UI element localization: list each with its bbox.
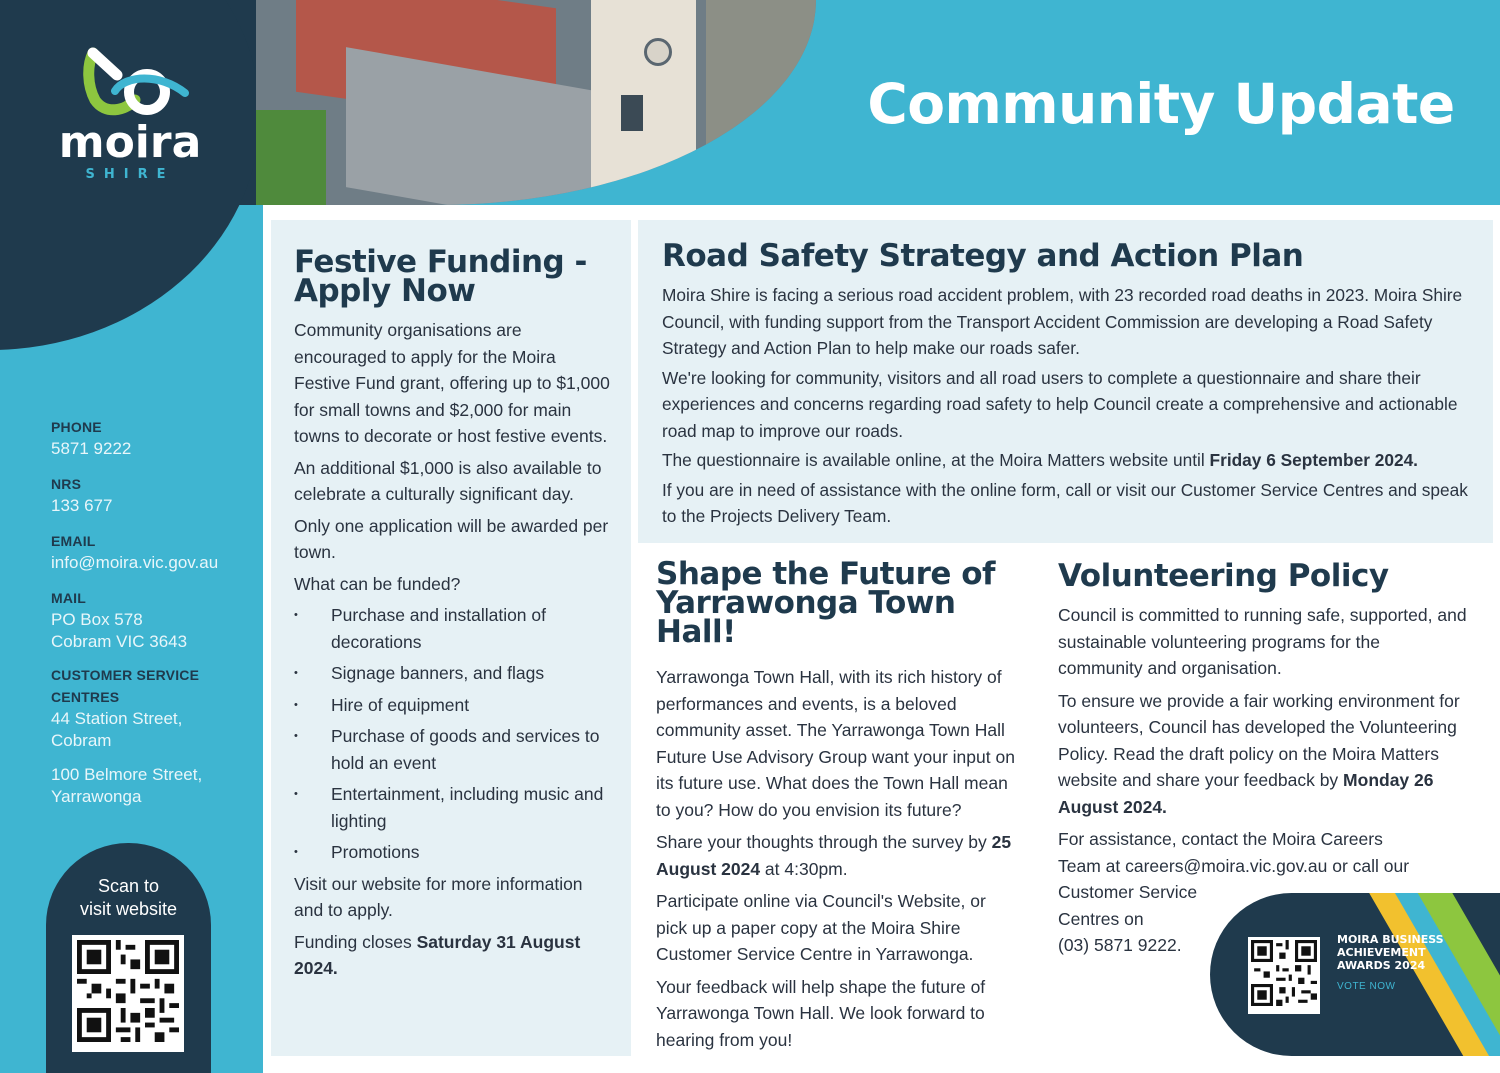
vote-now-link[interactable]: VOTE NOW xyxy=(1337,981,1396,992)
contact-phone xyxy=(51,416,131,460)
photo-clock-tower xyxy=(591,0,696,205)
logo-subtitle: SHIRE xyxy=(85,167,175,182)
mail-line-1: PO Box 578 xyxy=(51,610,143,629)
volunteering-p2-date: Monday 26 August 2024. xyxy=(1058,770,1434,817)
town-hall-p2-time: at 4:30pm. xyxy=(760,858,848,879)
scan-card xyxy=(46,843,211,1073)
list-item: • Purchase and installation of decorations xyxy=(294,602,612,655)
festive-closing-date: Saturday 31 August 2024. xyxy=(294,931,581,978)
contact-nrs xyxy=(51,473,112,517)
phone-value[interactable]: 5871 9222 xyxy=(51,439,132,458)
csc-label-1: CUSTOMER SERVICE xyxy=(51,667,200,683)
business-awards-card[interactable] xyxy=(1210,893,1500,1056)
town-hall-p2 xyxy=(656,829,1021,882)
festive-title xyxy=(294,244,587,309)
list-item: • Hire of equipment xyxy=(294,692,612,719)
email-value[interactable]: info@moira.vic.gov.au xyxy=(51,553,219,572)
volunteering-p2 xyxy=(1058,688,1468,821)
nrs-value[interactable]: 133 677 xyxy=(51,496,113,515)
road-p1: Moira Shire is facing a serious road accident problem, with 23 recorded road deaths in 2023. Moira Shire Council, with funding support from the Transport Accident Commission are developing a Road Safety Strategy and Action Plan to help make our roads safer. xyxy=(662,285,1463,358)
volunteering-p3-line-3: Customer Service xyxy=(1058,882,1198,902)
award-line-3: AWARDS 2024 xyxy=(1337,959,1426,972)
road-p3 xyxy=(662,447,1477,474)
logo-word: moira xyxy=(58,117,202,168)
qr-icon xyxy=(77,940,179,1042)
road-safety-panel xyxy=(638,220,1493,543)
festive-title-line-1: Festive Funding - xyxy=(294,244,587,280)
award-line-1: MOIRA BUSINESS xyxy=(1337,933,1444,946)
mail-line-2: Cobram VIC 3643 xyxy=(51,632,188,651)
qr-icon xyxy=(1251,940,1317,1006)
list-item: • Purchase of goods and services to hold an event xyxy=(294,723,612,776)
header xyxy=(256,0,1500,205)
email-label: EMAIL xyxy=(51,533,96,549)
volunteering-title: Volunteering Policy xyxy=(1058,558,1389,594)
road-p4: If you are in need of assistance with the online form, call or visit our Customer Service Centres and speak to the Projects Delivery Team. xyxy=(662,479,1468,526)
scan-text xyxy=(46,875,211,921)
town-hall-p4: Your feedback will help shape the future of Yarrawonga Town Hall. We look forward to hearing from you! xyxy=(656,976,986,1050)
moira-bird-icon xyxy=(65,45,205,120)
csc1-line-2: Cobram xyxy=(51,731,112,750)
contact-mail xyxy=(51,587,187,653)
road-p3-text: The questionnaire is available online, at the Moira Matters website until xyxy=(662,450,1210,470)
festive-fund-list xyxy=(294,602,612,866)
festive-body xyxy=(294,317,612,982)
festive-p5: Visit our website for more information and to apply. xyxy=(294,873,583,920)
volunteering-p3-line-1: For assistance, contact the Moira Careers xyxy=(1058,829,1383,849)
festive-p3: Only one application will be awarded per town. xyxy=(294,515,609,562)
town-hall-body xyxy=(656,664,1021,1053)
sidebar xyxy=(0,0,263,1073)
festive-funding-panel xyxy=(271,220,631,1056)
moira-logo[interactable] xyxy=(55,45,215,190)
road-title: Road Safety Strategy and Action Plan xyxy=(662,238,1304,274)
town-hall-p1: Yarrawonga Town Hall, with its rich history of performances and events, is a beloved community asset. The Yarrawonga Town Hall Future Use Advisory Group want your input on its future use. What does the Town Hall mean to you? How do you envision its future? xyxy=(656,667,1015,820)
festive-p2: An additional $1,000 is also available to celebrate a culturally significant day. xyxy=(294,457,602,504)
volunteering-p3-line-5: (03) 5871 9222. xyxy=(1058,935,1182,955)
town-hall-section xyxy=(656,556,1026,1053)
contact-email xyxy=(51,530,218,574)
town-hall-p2-date: 25 August 2024 xyxy=(656,832,1012,879)
festive-title-line-2: Apply Now xyxy=(294,273,476,309)
csc1-line-1: 44 Station Street, xyxy=(51,709,183,728)
awards-qr-code[interactable] xyxy=(1248,937,1320,1014)
award-line-2: ACHIEVEMENT xyxy=(1337,946,1426,959)
town-hall-title-line-2: Yarrawonga Town Hall! xyxy=(656,585,956,650)
website-qr-code[interactable] xyxy=(72,935,184,1052)
festive-closing-text: Funding closes xyxy=(294,931,417,952)
town-hall-p3: Participate online via Council's Website, or pick up a paper copy at the Moira Shire Customer Service Centre in Yarrawonga. xyxy=(656,891,986,964)
nrs-label: NRS xyxy=(51,476,82,492)
csc2-line-2: Yarrawonga xyxy=(51,787,142,806)
road-p2: We're looking for community, visitors and all road users to complete a questionnaire and share their experiences and concerns regarding road safety to help Council create a comprehensive and actionable road map to improve our roads. xyxy=(662,367,1458,441)
phone-label: PHONE xyxy=(51,419,102,435)
town-hall-p2-text: Share your thoughts through the survey by xyxy=(656,832,992,852)
festive-closing xyxy=(294,929,612,982)
clock-icon xyxy=(644,38,672,66)
photo-grass xyxy=(256,110,326,205)
photo-road xyxy=(706,0,816,205)
town-hall-title-line-1: Shape the Future of xyxy=(656,556,996,592)
list-item: • Signage banners, and flags xyxy=(294,660,612,687)
volunteering-p2-text: To ensure we provide a fair working environment for volunteers, Council has developed the Volunteering Policy. Read the draft policy on the Moira Matters website and share your feedback by xyxy=(1058,690,1460,790)
scan-line-2: visit website xyxy=(79,899,178,919)
volunteering-p1: Council is committed to running safe, supported, and sustainable volunteering programs for the community and organisation. xyxy=(1058,605,1467,678)
scan-line-1: Scan to xyxy=(97,876,160,896)
mail-label: MAIL xyxy=(51,590,87,606)
festive-p4: What can be funded? xyxy=(294,573,461,594)
page-title: Community Update xyxy=(867,72,1455,136)
volunteering-p3-line-4: Centres on xyxy=(1058,908,1144,929)
festive-p1: Community organisations are encouraged to apply for the Moira Festive Fund grant, offering up to $1,000 for small towns and $2,000 for main towns to decorate or host festive events. xyxy=(294,320,610,446)
town-hall-title xyxy=(656,556,1026,650)
town-hall-photo xyxy=(256,0,816,205)
road-p3-date: Friday 6 September 2024. xyxy=(1209,450,1418,470)
volunteering-p3-line-2: Team at careers@moira.vic.gov.au or call our xyxy=(1058,855,1410,876)
road-body xyxy=(662,282,1477,530)
csc-label-2: CENTRES xyxy=(51,689,120,705)
csc2-line-1: 100 Belmore Street, xyxy=(51,765,203,784)
award-title xyxy=(1337,933,1444,972)
contact-centres xyxy=(51,664,202,808)
photo-tower-window xyxy=(621,95,643,131)
list-item: • Entertainment, including music and lighting xyxy=(294,781,612,834)
list-item: • Promotions xyxy=(294,839,612,866)
photo-roof-2 xyxy=(346,47,606,205)
